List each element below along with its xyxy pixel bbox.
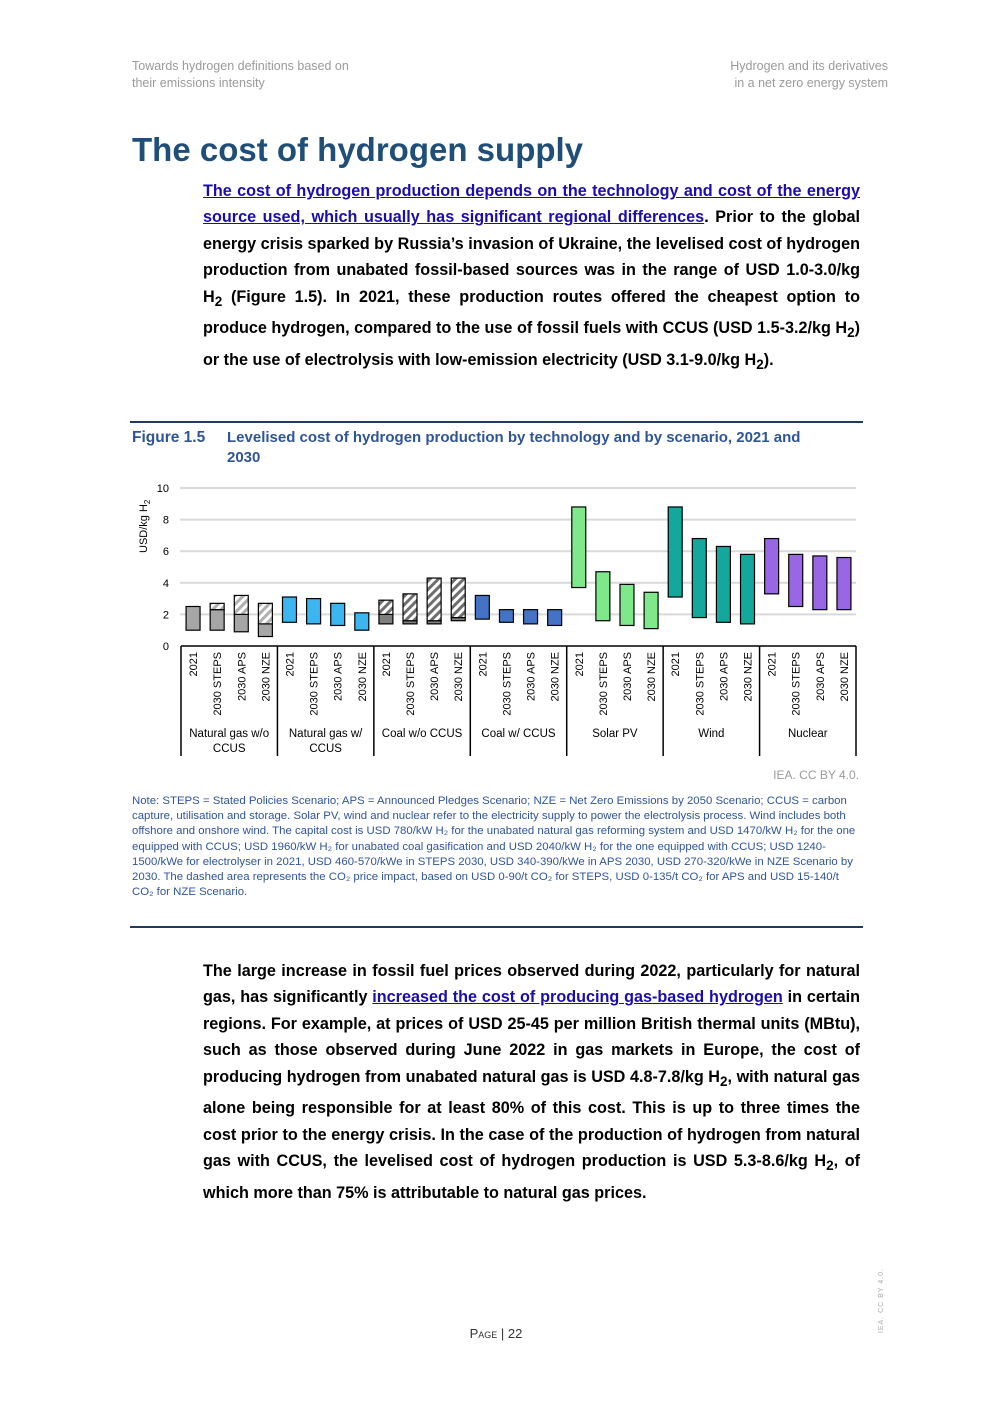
running-header-right: [730, 58, 888, 92]
cost-range-bar: [548, 610, 562, 626]
co2-price-bar: [403, 594, 417, 621]
cost-range-bar: [258, 624, 272, 637]
y-tick-label: 0: [162, 641, 169, 653]
figure-bottom-rule: [130, 926, 863, 928]
scenario-tick-label: 2021: [380, 652, 393, 677]
cost-range-bar: [813, 556, 827, 610]
cost-range-bar: [620, 584, 634, 625]
group-label: Coal w/o CCUS: [381, 728, 463, 740]
y-tick-label: 2: [162, 609, 169, 622]
cost-range-bar: [234, 614, 248, 631]
scenario-tick-label: 2030 APS: [814, 652, 827, 701]
page-word: Page: [469, 1326, 498, 1341]
scenario-tick-label: 2030 APS: [621, 652, 634, 701]
cost-range-bar: [837, 558, 851, 610]
cost-range-bar: [572, 507, 586, 588]
header-left-line2: their emissions intensity: [132, 76, 265, 90]
cost-range-bar: [355, 613, 369, 630]
para1-text-4: ).: [763, 350, 774, 369]
para2-text-3: , with natural gas alone being responsible for at least 80% of this cost. This is up to three times the cost prior to the energy crisis. In the case of the production of hydrogen from natural gas with CCUS, the levelised cost of hydrogen production is USD 5.3-8.6/kg H: [203, 1067, 860, 1171]
production-cost-link[interactable]: The cost of hydrogen production depends on the technology and cost of the energy source used, which usually has significant regional differences: [203, 182, 860, 227]
scenario-tick-label: 2030 STEPS: [212, 652, 225, 716]
scenario-tick-label: 2021: [573, 652, 586, 677]
co2-price-bar: [234, 595, 248, 614]
cost-range-bar: [765, 539, 779, 594]
figure-note: Note: STEPS = Stated Policies Scenario; APS = Announced Pledges Scenario; NZE = Net Zero Emissions by 2050 Scenario; CCUS = carbon capture, utilisation and storage. Solar PV, wind and nuclear refer to the electricity supply to power the electrolysis process. Wind includes both offshore and onshore wind. The capital cost is USD 780/kW H₂ for the unabated natural gas reforming system and USD 1470/kW H₂ for the one equipped with CCUS; USD 1960/kW H₂ for unabated coal gasification and USD 2040/kW H₂ for the one equipped with CCUS; USD 1240-1500/kWe for electrolyser in 2021, USD 460-570/kWe in STEPS 2030, USD 340-390/kWe in APS 2030, USD 270-320/kWe in NZE Scenario by 2030. The dashed area represents the CO₂ price impact, based on USD 0-90/t CO₂ for STEPS, USD 0-135/t CO₂ for APS and USD 15-140/t CO₂ for NZE Scenario.: [132, 795, 856, 899]
scenario-tick-label: 2030 STEPS: [694, 652, 707, 716]
para2-text-4: , of which more than 75% is attributable to natural gas prices.: [203, 1152, 861, 1202]
para2-text-2: in certain regions. For example, at prices of USD 25-45 per million British thermal units (MBtu), such as those observed during June 2022 in gas markets in Europe, the cost of producing hydrogen from unabated natural gas is USD 4.8-7.8/kg H: [203, 988, 860, 1086]
y-axis-label: USD/kg $H_2$: [138, 499, 152, 553]
cost-range-bar: [524, 610, 538, 624]
y-tick-label: 6: [162, 546, 169, 559]
scenario-tick-label: 2021: [284, 652, 297, 677]
scenario-tick-label: 2030 APS: [332, 652, 345, 701]
scenario-tick-label: 2030 NZE: [260, 652, 273, 702]
scenario-tick-label: 2030 STEPS: [405, 652, 418, 716]
para1-sub-1: 2: [214, 293, 223, 309]
cost-range-bar: [716, 546, 730, 622]
group-label: Natural gas w/o: [189, 728, 270, 740]
figure-label: Figure 1.5: [132, 429, 206, 446]
header-right-line1: Hydrogen and its derivatives: [730, 59, 888, 73]
scenario-tick-label: 2030 STEPS: [597, 652, 610, 716]
cost-range-bar: [379, 614, 393, 623]
cost-range-bar: [499, 610, 513, 623]
page-number: 22: [507, 1326, 523, 1341]
co2-price-bar: [451, 578, 465, 618]
scenario-tick-label: 2030 NZE: [453, 652, 466, 702]
scenario-tick-label: 2030 NZE: [549, 652, 562, 702]
para2-text-1: The large increase in fossil fuel prices observed during 2022, particularly for natural gas, has significantly: [203, 962, 860, 1007]
group-label: Nuclear: [787, 728, 828, 740]
scenario-tick-label: 2030 NZE: [356, 652, 369, 702]
cost-range-bar: [668, 507, 682, 597]
co2-price-bar: [210, 603, 224, 609]
scenario-tick-label: 2021: [670, 652, 683, 677]
scenario-tick-label: 2030 NZE: [838, 652, 851, 702]
intro-paragraph: [203, 178, 860, 379]
para1-sub-2: 2: [847, 325, 855, 341]
scenario-tick-label: 2030 STEPS: [308, 652, 321, 716]
co2-price-bar: [258, 603, 272, 624]
para2-sub-2: 2: [826, 1158, 834, 1174]
co2-price-bar: [379, 600, 393, 614]
cost-range-bar: [475, 595, 489, 619]
figure-top-rule: [130, 421, 863, 423]
y-tick-label: 4: [162, 577, 169, 590]
figure-caption: Levelised cost of hydrogen production by technology and by scenario, 2021 and 2030: [227, 429, 801, 466]
cost-range-bar: [282, 597, 296, 622]
cost-range-bar: [692, 539, 706, 618]
cost-range-bar: [789, 554, 803, 606]
figure-credit: IEA. CC BY 4.0.: [773, 768, 859, 782]
cost-range-bar: [741, 554, 755, 624]
para1-text-1: . Prior to the global energy crisis sparked by Russia’s invasion of Ukraine, the levelised cost of hydrogen production from unabated fossil-based sources was in the range of USD 1.0-3.0/kg H: [203, 208, 860, 306]
y-tick-label: 10: [156, 483, 169, 495]
scenario-tick-label: 2021: [477, 652, 490, 677]
scenario-tick-label: 2030 NZE: [742, 652, 755, 702]
cost-range-bar: [210, 610, 224, 631]
side-credit: IEA. CC BY 4.0.: [878, 1268, 885, 1334]
section-title: The cost of hydrogen supply: [132, 131, 584, 168]
scenario-tick-label: 2030 STEPS: [501, 652, 514, 716]
cost-range-bar: [186, 607, 200, 631]
gas-hydrogen-cost-link[interactable]: increased the cost of producing gas-based hydrogen: [372, 988, 783, 1007]
running-header-left: [132, 58, 349, 92]
scenario-tick-label: 2021: [766, 652, 779, 677]
group-label: Coal w/ CCUS: [481, 728, 556, 740]
cost-range-bar: [644, 592, 658, 628]
para2-sub-1: 2: [720, 1073, 728, 1089]
group-label: Solar PV: [592, 728, 638, 740]
body-paragraph: [203, 958, 860, 1206]
y-tick-label: 8: [162, 514, 169, 527]
para1-text-2: (Figure 1.5). In 2021, these production routes offered the cheapest option to produce hydrogen, compared to the use of fossil fuels with CCUS (USD 1.5-3.2/kg H: [203, 287, 860, 338]
scenario-tick-label: 2030 NZE: [646, 652, 659, 702]
scenario-tick-label: 2030 APS: [525, 652, 538, 701]
group-label: CCUS: [309, 743, 342, 755]
group-label: CCUS: [212, 743, 246, 755]
page-footer: Page | 22: [469, 1326, 523, 1341]
group-label: Natural gas w/: [288, 728, 363, 740]
para1-text-3: ) or the use of electrolysis with low-emission electricity (USD 3.1-9.0/kg H: [203, 319, 860, 369]
co2-price-bar: [427, 578, 441, 621]
scenario-tick-label: 2030 APS: [236, 652, 249, 701]
header-right-line2: in a net zero energy system: [734, 76, 888, 90]
scenario-tick-label: 2021: [188, 652, 201, 677]
scenario-tick-label: 2030 APS: [429, 652, 442, 701]
cost-range-bar: [307, 599, 321, 624]
hydrogen-cost-chart: [130, 478, 862, 763]
scenario-tick-label: 2030 APS: [718, 652, 731, 701]
scenario-tick-label: 2030 STEPS: [790, 652, 803, 716]
para1-sub-3: 2: [756, 357, 764, 373]
cost-range-bar: [596, 572, 610, 621]
cost-range-bar: [331, 603, 345, 625]
group-label: Wind: [698, 728, 725, 740]
header-left-line1: Towards hydrogen definitions based on: [132, 59, 349, 73]
